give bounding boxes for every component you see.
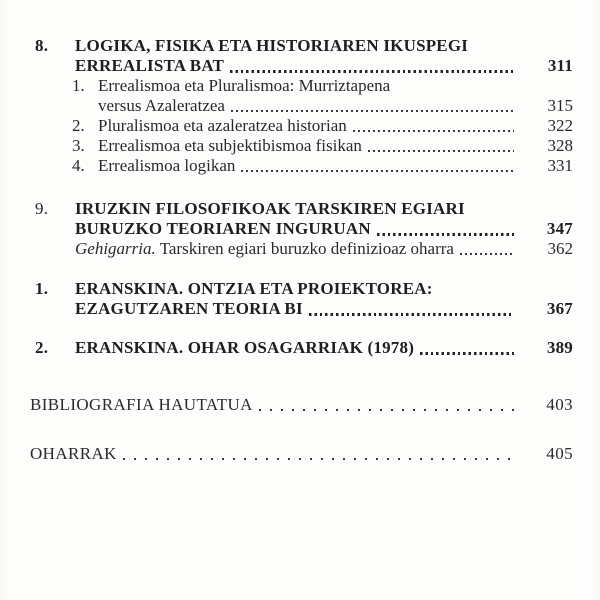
page-number: 347 [546,219,573,238]
page-number: 362 [547,239,573,258]
entry-title: ERANSKINA. OHAR OSAGARRIAK (1978) [75,338,415,357]
entry-title: ERREALISTA BAT [75,56,225,75]
page-number: 331 [547,156,573,175]
toc-subentry-8-4 [35,156,573,176]
dot-leader [230,70,514,73]
toc-entry-notes [30,444,573,464]
subentry-number: 3. [72,136,85,155]
toc-entry-bibliography [30,395,573,415]
toc-subentry-8-1-line1 [35,76,573,96]
toc-entry-8-line2 [35,56,573,76]
dot-leader [420,352,514,355]
dot-leader [377,233,514,236]
entry-title: BURUZKO TEORIAREN INGURUAN [75,219,371,238]
dot-leader [231,110,514,112]
toc-entry-9-appendix [35,239,573,259]
subentry-number: 2. [72,116,85,135]
page-number: 403 [546,395,573,414]
entry-number: 8. [35,36,49,55]
entry-title: EZAGUTZAREN TEORIA BI [75,299,303,318]
page-number: 322 [547,116,573,135]
subentry-number: 4. [72,156,85,175]
subentry-title: Errealismoa logikan [98,156,236,175]
page-number: 311 [547,56,573,75]
page-number: 389 [546,338,573,357]
subentry-title: Pluralismoa eta azaleratzea historian [98,116,347,135]
subentry-title: Errealismoa eta Pluralismoa: Murriztapena [98,76,391,95]
dot-leader [353,130,514,132]
toc-entry-appendix2 [35,338,573,358]
toc-entry-8-line1 [35,36,573,56]
entry-number: 2. [35,338,49,357]
entry-title: LOGIKA, FISIKA ETA HISTORIAREN IKUSPEGI [75,36,469,55]
entry-number: 1. [35,279,49,298]
appendix-title: Tarskiren egiari buruzko definizioaz oharra [155,239,454,258]
appendix-label: Gehigarria. [75,239,156,258]
entry-title: OHARRAK [30,444,117,463]
toc-entry-9-line1 [35,199,573,219]
page-number: 315 [547,96,573,115]
dot-leader [123,458,514,460]
subentry-title: Errealismoa eta subjektibismoa fisikan [98,136,362,155]
toc-subentry-8-2 [35,116,573,136]
subentry-number: 1. [72,76,85,95]
dot-leader [241,170,514,172]
toc-entry-9-line2 [35,219,573,239]
entry-number: 9. [35,199,49,218]
subentry-title: versus Azaleratzea [98,96,225,115]
toc-entry-appendix1-line2 [35,299,573,319]
toc-subentry-8-1-line2 [35,96,573,116]
entry-title: IRUZKIN FILOSOFIKOAK TARSKIREN EGIARI [75,199,465,218]
toc-entry-appendix1-line1 [35,279,573,299]
toc-subentry-8-3 [35,136,573,156]
page-number: 328 [547,136,573,155]
dot-leader [309,313,514,316]
dot-leader [368,150,514,152]
dot-leader [259,409,514,411]
entry-title: ERANSKINA. ONTZIA ETA PROIEKTOREA: [75,279,433,298]
page-number: 367 [546,299,573,318]
dot-leader [460,253,514,255]
page-number: 405 [546,444,573,463]
entry-title: BIBLIOGRAFIA HAUTATUA [30,395,253,414]
